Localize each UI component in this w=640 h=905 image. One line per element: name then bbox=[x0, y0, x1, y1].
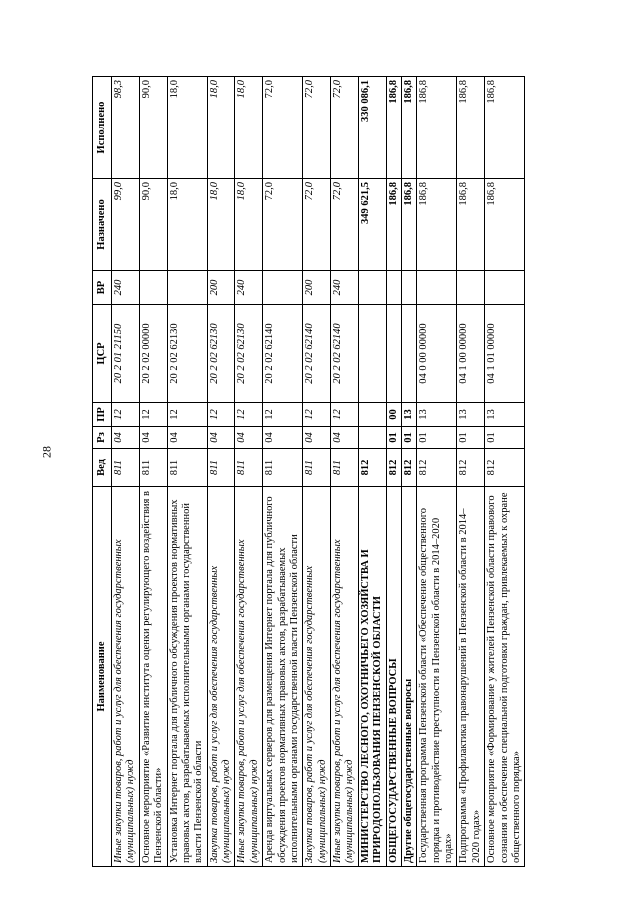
cell-naznacheno: 72,0 bbox=[331, 179, 359, 271]
cell-vr bbox=[167, 271, 207, 305]
cell-vr bbox=[417, 271, 457, 305]
cell-ispolneno: 72,0 bbox=[263, 77, 303, 179]
cell-pr: 13 bbox=[485, 403, 525, 427]
cell-rz: 04 bbox=[167, 427, 207, 449]
cell-vr bbox=[401, 271, 416, 305]
cell-ved: 811 bbox=[235, 449, 263, 487]
cell-pr: 12 bbox=[303, 403, 331, 427]
cell-ispolneno: 18,0 bbox=[235, 77, 263, 179]
cell-naznacheno: 18,0 bbox=[207, 179, 235, 271]
table-row bbox=[112, 77, 140, 867]
cell-csr: 20 2 02 62140 bbox=[331, 305, 359, 403]
header-rz: Рз bbox=[93, 427, 112, 449]
cell-name: Государственная программа Пензенской области «Обеспечение общественного порядка и противодействие преступности в Пензенской области в 2014–2020 годах» bbox=[417, 487, 457, 867]
cell-ispolneno: 186,8 bbox=[386, 77, 401, 179]
cell-naznacheno: 186,8 bbox=[417, 179, 457, 271]
header-ved: Вед bbox=[93, 449, 112, 487]
cell-ved: 811 bbox=[112, 449, 140, 487]
cell-vr bbox=[263, 271, 303, 305]
header-pr: ПР bbox=[93, 403, 112, 427]
cell-pr: 12 bbox=[235, 403, 263, 427]
cell-pr: 12 bbox=[167, 403, 207, 427]
table-row bbox=[417, 77, 457, 867]
table-row bbox=[457, 77, 485, 867]
table-body bbox=[112, 77, 525, 867]
cell-csr bbox=[358, 305, 386, 403]
cell-rz: 04 bbox=[112, 427, 140, 449]
cell-ispolneno: 98,3 bbox=[112, 77, 140, 179]
table-row bbox=[235, 77, 263, 867]
table-row bbox=[167, 77, 207, 867]
cell-rz: 01 bbox=[457, 427, 485, 449]
cell-csr bbox=[386, 305, 401, 403]
cell-vr bbox=[457, 271, 485, 305]
cell-ved: 812 bbox=[485, 449, 525, 487]
cell-vr: 200 bbox=[303, 271, 331, 305]
page-number: 28 bbox=[39, 446, 54, 458]
budget-table bbox=[92, 76, 525, 867]
cell-pr: 12 bbox=[331, 403, 359, 427]
cell-ispolneno: 330 086,1 bbox=[358, 77, 386, 179]
cell-naznacheno: 186,8 bbox=[457, 179, 485, 271]
cell-csr: 20 2 02 62140 bbox=[303, 305, 331, 403]
cell-rz: 04 bbox=[303, 427, 331, 449]
cell-csr bbox=[401, 305, 416, 403]
cell-vr bbox=[386, 271, 401, 305]
cell-rz: 04 bbox=[331, 427, 359, 449]
cell-pr: 12 bbox=[112, 403, 140, 427]
cell-pr: 12 bbox=[139, 403, 167, 427]
cell-ispolneno: 18,0 bbox=[207, 77, 235, 179]
cell-pr: 13 bbox=[401, 403, 416, 427]
cell-pr: 13 bbox=[457, 403, 485, 427]
header-naznacheno: Назначено bbox=[93, 179, 112, 271]
table-header-row bbox=[93, 77, 112, 867]
cell-csr: 04 1 00 00000 bbox=[457, 305, 485, 403]
cell-vr: 240 bbox=[235, 271, 263, 305]
cell-pr: 12 bbox=[263, 403, 303, 427]
cell-name: Закупка товаров, работ и услуг для обеспечения государственных (муниципальных) нужд bbox=[303, 487, 331, 867]
cell-name: Основное мероприятие «Формирование у жителей Пензенской области правового сознания и обеспечение специальной подготовки граждан, привлекаемых к охране общественного порядка» bbox=[485, 487, 525, 867]
cell-vr bbox=[139, 271, 167, 305]
cell-csr: 20 2 02 00000 bbox=[139, 305, 167, 403]
cell-vr bbox=[358, 271, 386, 305]
cell-ispolneno: 18,0 bbox=[167, 77, 207, 179]
cell-vr: 240 bbox=[112, 271, 140, 305]
cell-pr: 00 bbox=[386, 403, 401, 427]
cell-naznacheno: 186,8 bbox=[386, 179, 401, 271]
cell-csr: 20 2 02 62130 bbox=[207, 305, 235, 403]
cell-naznacheno: 72,0 bbox=[303, 179, 331, 271]
cell-ispolneno: 72,0 bbox=[303, 77, 331, 179]
header-csr: ЦСР bbox=[93, 305, 112, 403]
cell-ispolneno: 186,8 bbox=[401, 77, 416, 179]
cell-naznacheno: 349 621,5 bbox=[358, 179, 386, 271]
cell-rz bbox=[358, 427, 386, 449]
cell-csr: 20 2 02 62140 bbox=[263, 305, 303, 403]
cell-csr: 20 2 02 62130 bbox=[167, 305, 207, 403]
cell-ispolneno: 186,8 bbox=[485, 77, 525, 179]
cell-ved: 812 bbox=[386, 449, 401, 487]
cell-ispolneno: 186,8 bbox=[457, 77, 485, 179]
cell-ved: 811 bbox=[139, 449, 167, 487]
cell-ved: 812 bbox=[401, 449, 416, 487]
table-row bbox=[386, 77, 401, 867]
cell-rz: 01 bbox=[401, 427, 416, 449]
cell-csr: 04 0 00 00000 bbox=[417, 305, 457, 403]
table-row bbox=[358, 77, 386, 867]
cell-ved: 811 bbox=[263, 449, 303, 487]
cell-name: Аренда виртуальных серверов для размещения Интернет портала для публичного обсуждения проектов нормативных правовых актов, разрабатываемых исполнительными органами государственной власти Пензенской области bbox=[263, 487, 303, 867]
header-name: Наименование bbox=[93, 487, 112, 867]
cell-vr bbox=[485, 271, 525, 305]
cell-rz: 01 bbox=[485, 427, 525, 449]
table-row bbox=[331, 77, 359, 867]
cell-naznacheno: 18,0 bbox=[167, 179, 207, 271]
cell-ved: 811 bbox=[167, 449, 207, 487]
cell-pr: 13 bbox=[417, 403, 457, 427]
table-row bbox=[303, 77, 331, 867]
cell-ved: 812 bbox=[417, 449, 457, 487]
cell-name: Другие общегосударственные вопросы bbox=[401, 487, 416, 867]
cell-naznacheno: 186,8 bbox=[485, 179, 525, 271]
cell-csr: 20 2 01 21150 bbox=[112, 305, 140, 403]
cell-rz: 04 bbox=[263, 427, 303, 449]
cell-name: Подпрограмма «Профилактика правонарушений в Пензенской области в 2014–2020 годах» bbox=[457, 487, 485, 867]
cell-pr: 12 bbox=[207, 403, 235, 427]
cell-name: Закупка товаров, работ и услуг для обеспечения государственных (муниципальных) нужд bbox=[207, 487, 235, 867]
cell-csr: 20 2 02 62130 bbox=[235, 305, 263, 403]
cell-naznacheno: 90,0 bbox=[139, 179, 167, 271]
cell-pr bbox=[358, 403, 386, 427]
cell-csr: 04 1 01 00000 bbox=[485, 305, 525, 403]
header-vr: ВР bbox=[93, 271, 112, 305]
cell-name: Основное мероприятие «Развитие института оценки регулирующего воздействия в Пензенской области» bbox=[139, 487, 167, 867]
table-row bbox=[401, 77, 416, 867]
cell-ved: 811 bbox=[303, 449, 331, 487]
cell-naznacheno: 72,0 bbox=[263, 179, 303, 271]
cell-ispolneno: 186,8 bbox=[417, 77, 457, 179]
table-row bbox=[207, 77, 235, 867]
cell-ispolneno: 90,0 bbox=[139, 77, 167, 179]
cell-name: Иные закупки товаров, работ и услуг для обеспечения государственных (муниципальных) нужд bbox=[235, 487, 263, 867]
table-row bbox=[263, 77, 303, 867]
cell-ispolneno: 72,0 bbox=[331, 77, 359, 179]
cell-name: ОБЩЕГОСУДАРСТВЕННЫЕ ВОПРОСЫ bbox=[386, 487, 401, 867]
cell-rz: 04 bbox=[235, 427, 263, 449]
cell-naznacheno: 99,0 bbox=[112, 179, 140, 271]
cell-name: Иные закупки товаров, работ и услуг для обеспечения государственных (муниципальных) нужд bbox=[112, 487, 140, 867]
cell-naznacheno: 18,0 bbox=[235, 179, 263, 271]
cell-rz: 01 bbox=[386, 427, 401, 449]
cell-name: Установка Интернет портала для публичного обсуждения проектов нормативных правовых актов, разрабатываемых исполнительными органами государственной власти Пензенской области bbox=[167, 487, 207, 867]
cell-name: МИНИСТЕРСТВО ЛЕСНОГО, ОХОТНИЧЬЕГО ХОЗЯЙСТВА И ПРИРОДОПОЛЬЗОВАНИЯ ПЕНЗЕНСКОЙ ОБЛАСТИ bbox=[358, 487, 386, 867]
table-row bbox=[485, 77, 525, 867]
cell-rz: 04 bbox=[139, 427, 167, 449]
rotated-table-wrapper bbox=[92, 77, 558, 867]
cell-ved: 812 bbox=[457, 449, 485, 487]
header-ispolneno: Исполнено bbox=[93, 77, 112, 179]
cell-vr: 240 bbox=[331, 271, 359, 305]
cell-ved: 812 bbox=[358, 449, 386, 487]
cell-name: Иные закупки товаров, работ и услуг для обеспечения государственных (муниципальных) нужд bbox=[331, 487, 359, 867]
cell-naznacheno: 186,8 bbox=[401, 179, 416, 271]
cell-ved: 811 bbox=[331, 449, 359, 487]
cell-rz: 04 bbox=[207, 427, 235, 449]
table-row bbox=[139, 77, 167, 867]
cell-rz: 01 bbox=[417, 427, 457, 449]
cell-vr: 200 bbox=[207, 271, 235, 305]
cell-ved: 811 bbox=[207, 449, 235, 487]
